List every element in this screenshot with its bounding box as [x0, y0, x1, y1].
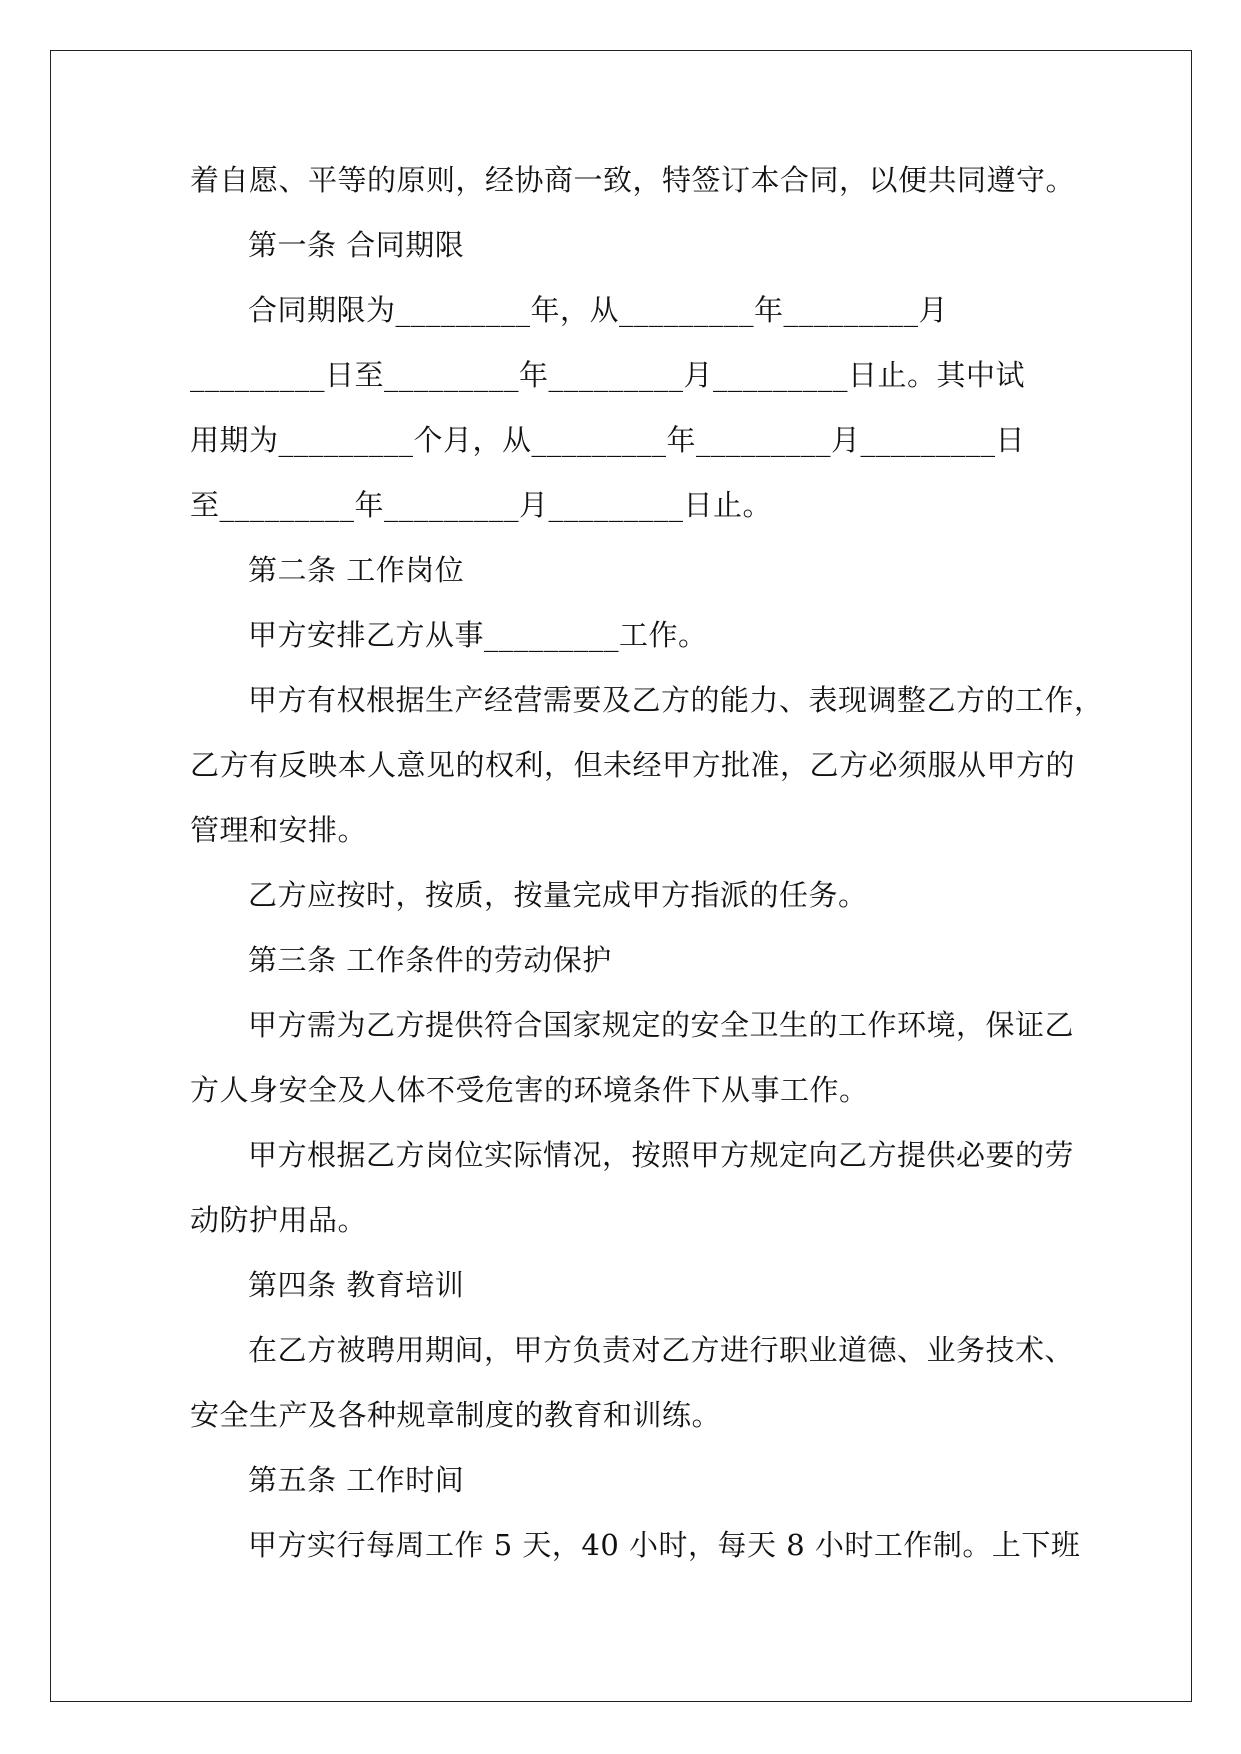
paragraph-line: 甲方实行每周工作 5 天，40 小时，每天 8 小时工作制。上下班 — [248, 1528, 1081, 1562]
paragraph-line: 甲方根据乙方岗位实际情况，按照甲方规定向乙方提供必要的劳 — [248, 1138, 1075, 1172]
section-heading-position: 第二条 工作岗位 — [248, 553, 465, 587]
paragraph-line: 至_________年_________月_________日止。 — [190, 488, 773, 522]
paragraph-line: 动防护用品。 — [190, 1203, 368, 1237]
paragraph-line: 乙方有反映本人意见的权利，但未经甲方批准，乙方必须服从甲方的 — [190, 748, 1076, 782]
paragraph-line: 甲方安排乙方从事_________工作。 — [248, 618, 708, 652]
paragraph-line: 方人身安全及人体不受危害的环境条件下从事工作。 — [190, 1073, 869, 1107]
paragraph-line: 合同期限为_________年，从_________年_________月 — [248, 293, 949, 327]
paragraph-line: 管理和安排。 — [190, 813, 368, 847]
paragraph-line: _________日至_________年_________月_________日止。其中试 — [190, 358, 1026, 392]
section-heading-conditions: 第三条 工作条件的劳动保护 — [248, 943, 612, 977]
paragraph-line: 甲方需为乙方提供符合国家规定的安全卫生的工作环境，保证乙 — [248, 1008, 1075, 1042]
section-heading-training: 第四条 教育培训 — [248, 1268, 465, 1302]
paragraph-line: 安全生产及各种规章制度的教育和训练。 — [190, 1398, 722, 1432]
contract-body — [190, 155, 1104, 1585]
paragraph-line: 在乙方被聘用期间，甲方负责对乙方进行职业道德、业务技术、 — [248, 1333, 1075, 1367]
paragraph-line: 着自愿、平等的原则，经协商一致，特签订本合同，以便共同遵守。 — [190, 163, 1076, 197]
paragraph-line: 用期为_________个月，从_________年_________月_________日 — [190, 423, 1026, 457]
paragraph-line: 乙方应按时，按质，按量完成甲方指派的任务。 — [248, 878, 868, 912]
section-heading-hours: 第五条 工作时间 — [248, 1463, 465, 1497]
paragraph-line: 甲方有权根据生产经营需要及乙方的能力、表现调整乙方的工作， — [248, 683, 1104, 717]
section-heading-term: 第一条 合同期限 — [248, 228, 465, 262]
